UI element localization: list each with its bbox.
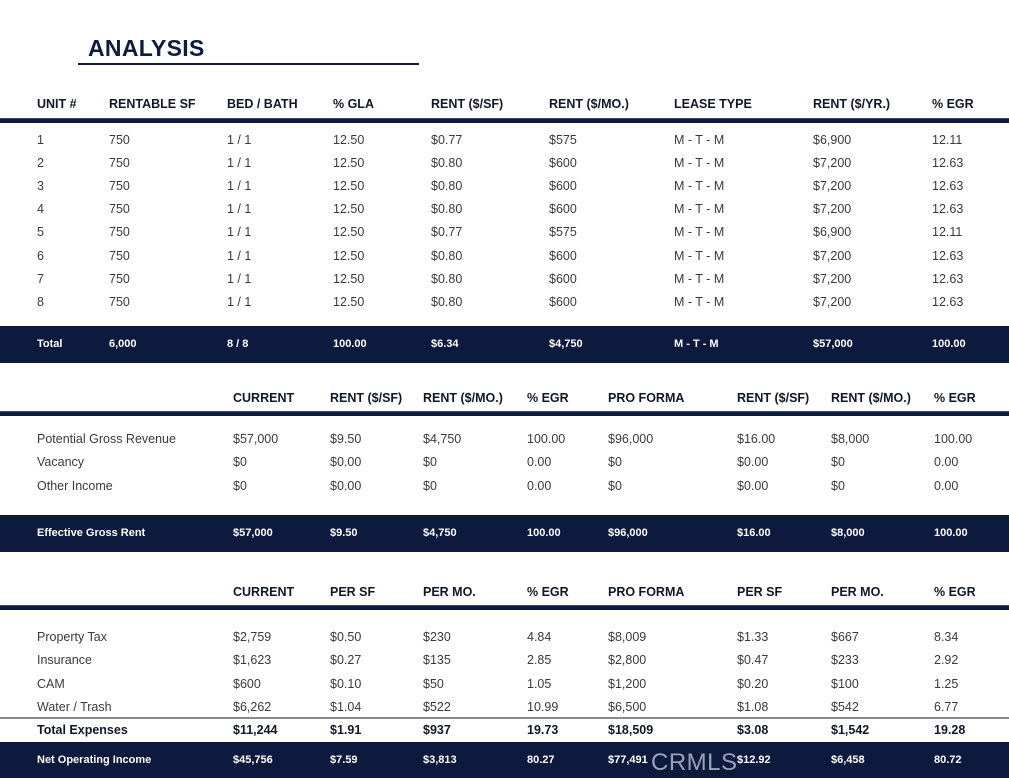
total-cell: 19.28: [934, 723, 966, 737]
total-cell: Effective Gross Rent: [37, 527, 146, 539]
title-underline: [78, 63, 419, 65]
table-cell: 1 / 1: [227, 156, 252, 171]
column-header: PRO FORMA: [608, 585, 685, 599]
table-cell: $1,623: [233, 653, 272, 668]
table-cell: 12.50: [333, 248, 365, 263]
table-cell: 12.50: [333, 225, 365, 240]
table-cell: 4.84: [527, 630, 552, 644]
header-divider: [0, 118, 1009, 123]
table-cell: $0.47: [737, 653, 769, 668]
table-cell: 4: [37, 202, 44, 217]
table-cell: 100.00: [934, 432, 973, 446]
table-cell: $6,900: [813, 225, 852, 240]
table-cell: M - T - M: [674, 202, 725, 217]
table-cell: $50: [423, 676, 444, 691]
table-cell: $0: [831, 478, 845, 493]
table-cell: $600: [549, 271, 577, 286]
table-cell: $1,200: [608, 676, 647, 691]
total-cell: $1.91: [330, 723, 362, 737]
table-cell: $667: [831, 630, 859, 644]
table-row: [0, 198, 1009, 221]
column-header: PER MO.: [831, 585, 884, 599]
column-header: % EGR: [934, 391, 976, 405]
table-row: [0, 649, 1009, 672]
column-header: RENTABLE SF: [109, 97, 196, 111]
table-cell: M - T - M: [674, 133, 725, 147]
total-cell: $4,750: [549, 338, 583, 350]
noi-row: [0, 742, 1009, 778]
column-header: RENT ($/SF): [737, 391, 810, 405]
table-cell: $2,759: [233, 630, 272, 644]
table-cell: $600: [549, 202, 577, 217]
table-cell: 12.50: [333, 294, 365, 309]
total-cell: 6,000: [109, 338, 137, 350]
table-cell: 1.25: [934, 676, 959, 691]
table-cell: $600: [549, 156, 577, 171]
table-cell: 12.63: [932, 179, 964, 194]
table-cell: $96,000: [608, 432, 654, 446]
table-cell: 2: [37, 156, 44, 171]
table-cell: 8.34: [934, 630, 959, 644]
table-cell: $600: [549, 248, 577, 263]
table-cell: M - T - M: [674, 294, 725, 309]
table-cell: 750: [109, 225, 130, 240]
noi-cell: $12.92: [737, 754, 771, 766]
table-row: [0, 626, 1009, 649]
column-header: BED / BATH: [227, 97, 298, 111]
column-header: RENT ($/MO.): [423, 391, 503, 405]
table-cell: Water / Trash: [37, 699, 112, 714]
table-row: [0, 152, 1009, 175]
table-cell: $600: [233, 676, 261, 691]
table-cell: 12.50: [333, 133, 365, 147]
noi-cell: 80.72: [934, 754, 962, 766]
table-cell: $0.80: [431, 202, 463, 217]
table-cell: $1.08: [737, 699, 769, 714]
table-cell: $57,000: [233, 432, 279, 446]
table-cell: $0.80: [431, 271, 463, 286]
header-divider: [0, 411, 1009, 416]
total-cell: $6.34: [431, 338, 459, 350]
table-header-row: [0, 581, 1009, 604]
table-header-row: [0, 93, 1009, 116]
table-cell: $0.80: [431, 248, 463, 263]
total-cell: M - T - M: [674, 338, 719, 350]
table-cell: 12.63: [932, 248, 964, 263]
table-cell: M - T - M: [674, 271, 725, 286]
table-cell: 1.05: [527, 676, 552, 691]
column-header: RENT ($/SF): [431, 97, 504, 111]
table-cell: $6,900: [813, 133, 852, 147]
noi-cell: Net Operating Income: [37, 754, 152, 766]
table-cell: M - T - M: [674, 225, 725, 240]
column-header: RENT ($/YR.): [813, 97, 891, 111]
table-cell: 0.00: [934, 478, 959, 493]
table-cell: 0.00: [934, 455, 959, 470]
table-cell: $0.77: [431, 133, 463, 147]
column-header: RENT ($/MO.): [831, 391, 911, 405]
header-divider: [0, 605, 1009, 610]
column-header: PER SF: [737, 585, 783, 599]
total-cell: $9.50: [330, 527, 358, 539]
table-cell: 6: [37, 248, 44, 263]
table-cell: 1 / 1: [227, 225, 252, 240]
column-header: RENT ($/SF): [330, 391, 403, 405]
total-expenses-row: [0, 719, 1009, 741]
total-cell: 19.73: [527, 723, 559, 737]
column-header: PER SF: [330, 585, 376, 599]
table-cell: 1 / 1: [227, 202, 252, 217]
table-cell: $0.10: [330, 676, 362, 691]
table-cell: $7,200: [813, 179, 852, 194]
table-cell: 12.11: [932, 133, 963, 147]
noi-cell: $6,458: [831, 754, 865, 766]
table-cell: M - T - M: [674, 248, 725, 263]
column-header: RENT ($/MO.): [549, 97, 629, 111]
column-header: % EGR: [934, 585, 976, 599]
table-cell: 1 / 1: [227, 133, 252, 147]
table-row: [0, 129, 1009, 152]
column-header: % EGR: [932, 97, 974, 111]
total-cell: 100.00: [934, 527, 968, 539]
total-cell: 8 / 8: [227, 338, 249, 350]
table-cell: $100: [831, 676, 859, 691]
column-header: % EGR: [527, 585, 569, 599]
total-cell: $3.08: [737, 723, 769, 737]
table-cell: 12.50: [333, 202, 365, 217]
table-cell: $542: [831, 699, 859, 714]
column-header: % GLA: [333, 97, 374, 111]
table-cell: $7,200: [813, 202, 852, 217]
table-cell: 12.50: [333, 156, 365, 171]
table-row: [0, 221, 1009, 244]
table-cell: 100.00: [527, 432, 566, 446]
table-cell: $8,000: [831, 432, 870, 446]
table-cell: $0.50: [330, 630, 362, 644]
table-cell: $6,262: [233, 699, 272, 714]
table-cell: $16.00: [737, 432, 776, 446]
table-header-row: [0, 387, 1009, 410]
table-cell: Potential Gross Revenue: [37, 432, 176, 446]
table-cell: $0: [608, 455, 622, 470]
table-cell: $1.04: [330, 699, 362, 714]
total-cell: Total Expenses: [37, 723, 128, 737]
total-row: [0, 326, 1009, 363]
table-cell: 750: [109, 133, 130, 147]
table-row: [0, 175, 1009, 198]
table-row: [0, 428, 1009, 451]
table-cell: 3: [37, 179, 44, 194]
total-cell: $57,000: [813, 338, 853, 350]
table-cell: $0.80: [431, 156, 463, 171]
table-row: [0, 475, 1009, 498]
table-cell: 8: [37, 294, 44, 309]
column-header: PER MO.: [423, 585, 476, 599]
table-cell: $4,750: [423, 432, 462, 446]
table-cell: $230: [423, 630, 451, 644]
table-row: [0, 291, 1009, 314]
watermark-crmls: CRMLS: [651, 749, 738, 776]
table-cell: 750: [109, 248, 130, 263]
table-cell: 12.63: [932, 202, 964, 217]
table-cell: $2,800: [608, 653, 647, 668]
noi-cell: 80.27: [527, 754, 555, 766]
table-cell: 750: [109, 179, 130, 194]
table-cell: $1.33: [737, 630, 769, 644]
total-row: [0, 515, 1009, 552]
table-cell: 1: [37, 133, 44, 147]
table-cell: $7,200: [813, 248, 852, 263]
table-cell: 7: [37, 271, 44, 286]
total-cell: $16.00: [737, 527, 771, 539]
table-cell: 12.50: [333, 179, 365, 194]
table-cell: $0.77: [431, 225, 463, 240]
table-cell: 12.63: [932, 271, 964, 286]
table-cell: $600: [549, 294, 577, 309]
table-cell: $0.00: [737, 455, 769, 470]
total-cell: $96,000: [608, 527, 648, 539]
total-cell: $4,750: [423, 527, 457, 539]
total-cell: Total: [37, 338, 63, 350]
table-cell: $7,200: [813, 156, 852, 171]
table-cell: M - T - M: [674, 179, 725, 194]
table-cell: 12.50: [333, 271, 365, 286]
table-cell: $0: [233, 478, 247, 493]
table-cell: $0.00: [330, 478, 362, 493]
noi-cell: $3,813: [423, 754, 457, 766]
table-cell: Insurance: [37, 653, 92, 668]
table-cell: Property Tax: [37, 630, 107, 644]
table-cell: $6,500: [608, 699, 647, 714]
table-cell: $0: [233, 455, 247, 470]
table-row: [0, 451, 1009, 474]
noi-cell: $7.59: [330, 754, 358, 766]
total-cell: $1,542: [831, 723, 870, 737]
table-cell: $7,200: [813, 294, 852, 309]
table-cell: 1 / 1: [227, 179, 252, 194]
table-cell: 1 / 1: [227, 271, 252, 286]
table-cell: M - T - M: [674, 156, 725, 171]
table-cell: 2.85: [527, 653, 552, 668]
table-cell: $0.27: [330, 653, 362, 668]
table-cell: 750: [109, 202, 130, 217]
table-cell: 0.00: [527, 455, 552, 470]
table-cell: $0.20: [737, 676, 769, 691]
table-cell: $522: [423, 699, 451, 714]
table-cell: $233: [831, 653, 859, 668]
table-cell: 750: [109, 271, 130, 286]
column-header: PRO FORMA: [608, 391, 685, 405]
table-cell: $8,009: [608, 630, 647, 644]
table-cell: 12.63: [932, 294, 964, 309]
table-cell: $0.80: [431, 294, 463, 309]
column-header: CURRENT: [233, 585, 295, 599]
table-cell: $0: [608, 478, 622, 493]
table-cell: $0: [831, 455, 845, 470]
page-title: ANALYSIS: [88, 35, 205, 61]
noi-cell: $45,756: [233, 754, 273, 766]
noi-cell: $77,491: [608, 754, 648, 766]
table-cell: 5: [37, 225, 44, 240]
column-header: CURRENT: [233, 391, 295, 405]
table-cell: 1 / 1: [227, 294, 252, 309]
table-cell: 10.99: [527, 699, 559, 714]
table-cell: $9.50: [330, 432, 362, 446]
table-cell: 0.00: [527, 478, 552, 493]
table-cell: $575: [549, 225, 577, 240]
table-cell: $0: [423, 455, 437, 470]
column-header: UNIT #: [37, 97, 77, 111]
table-cell: Other Income: [37, 478, 113, 493]
table-row: [0, 245, 1009, 268]
total-cell: $937: [423, 723, 451, 737]
total-cell: 100.00: [333, 338, 367, 350]
table-cell: $0.00: [737, 478, 769, 493]
total-cell: $57,000: [233, 527, 273, 539]
total-cell: 100.00: [932, 338, 966, 350]
table-cell: 6.77: [934, 699, 959, 714]
table-cell: $575: [549, 133, 577, 147]
table-cell: 750: [109, 156, 130, 171]
table-row: [0, 268, 1009, 291]
table-cell: $600: [549, 179, 577, 194]
table-cell: CAM: [37, 676, 65, 691]
table-cell: 2.92: [934, 653, 959, 668]
table-cell: Vacancy: [37, 455, 85, 470]
table-cell: 12.63: [932, 156, 964, 171]
table-cell: $7,200: [813, 271, 852, 286]
table-row: [0, 696, 1009, 719]
table-cell: 1 / 1: [227, 248, 252, 263]
table-cell: $0.00: [330, 455, 362, 470]
total-cell: 100.00: [527, 527, 561, 539]
table-cell: 12.11: [932, 225, 963, 240]
table-cell: 750: [109, 294, 130, 309]
table-cell: $0: [423, 478, 437, 493]
total-cell: $18,509: [608, 723, 654, 737]
table-row: [0, 673, 1009, 696]
total-cell: $8,000: [831, 527, 865, 539]
table-cell: $0.80: [431, 179, 463, 194]
column-header: LEASE TYPE: [674, 97, 752, 111]
table-cell: $135: [423, 653, 451, 668]
total-cell: $11,244: [233, 723, 278, 737]
column-header: % EGR: [527, 391, 569, 405]
